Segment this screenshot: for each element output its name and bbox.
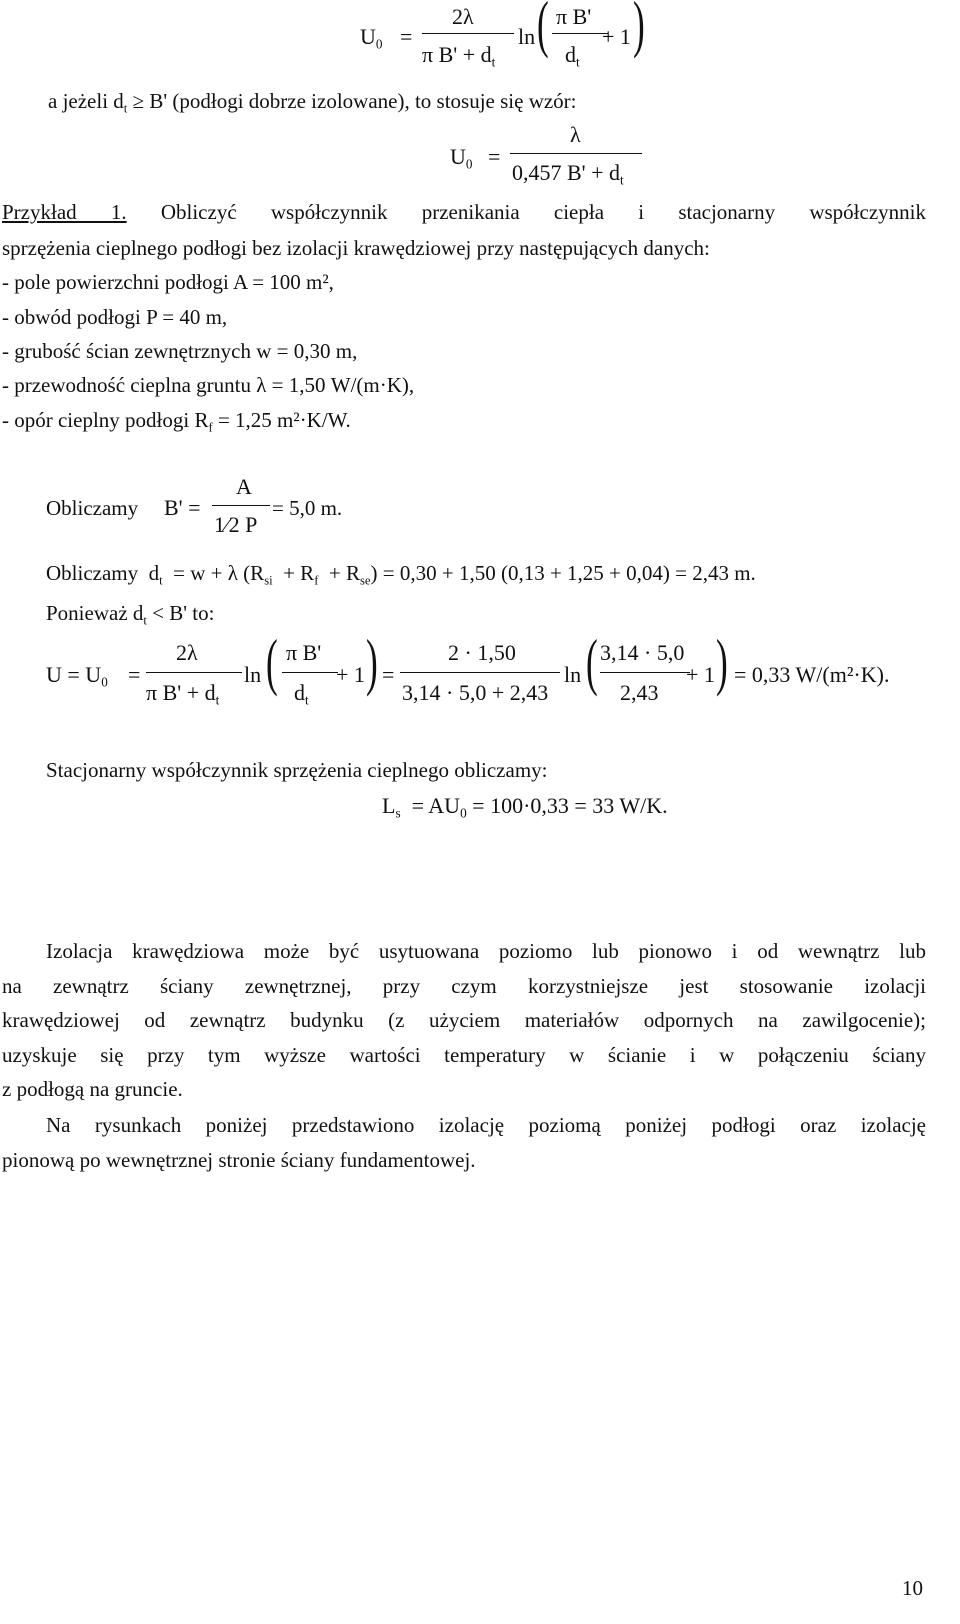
fraction-bar	[422, 33, 514, 34]
stationary-formula: $L_s = AU_0 = 100\cdot 0,33 = 33$ W/K.	[382, 793, 668, 821]
paragraph-2: Na rysunkach poniżej przedstawiono izolację poziomą poniżej podłogi oraz izolację pionową po wewnętrznej stronie ściany fundamentowej.	[2, 1113, 926, 1172]
paren-right: )	[366, 626, 378, 697]
ln-label: ln	[518, 24, 536, 49]
fraction-bar	[146, 672, 242, 673]
paren-right: )	[716, 626, 728, 697]
formula-second-num: λ	[570, 122, 581, 147]
fraction-bar	[400, 672, 560, 673]
fraction-bar	[552, 33, 608, 34]
condition-line: a jeżeli $d_t \ge B'$ (podłogi dobrze izolowane), to stosuje się wzór:	[48, 89, 577, 116]
data-item: - przewodność cieplna gruntu λ = 1,50 W/(m·K),	[2, 373, 415, 397]
example-intro-line-2: sprzężenia cieplnego podłogi bez izolacji krawędziowej przy następujących danych:	[2, 236, 710, 260]
data-item: - obwód podłogi P = 40 m,	[2, 305, 228, 329]
paren-left: (	[266, 626, 278, 697]
fraction-bar	[212, 505, 270, 506]
data-item: - grubość ścian zewnętrznych w = 0,30 m,	[2, 339, 358, 363]
example-label: Przykład 1.	[2, 200, 127, 224]
paren-left: (	[537, 0, 549, 59]
paragraph-1: Izolacja krawędziowa może być usytuowana poziomo lub pionowo i od wewnątrz lub na zewnątrz ściany zewnętrznej, przy czym korzystniejsze jest stosowanie izolacji krawędziowej od zewnątrz budynku (z użyciem materiałów odpornych na zawilgocenie); uzyskuje się przy tym wyższe wartości temperatury w ścianie i w połączeniu ściany z podłogą na gruncie.	[2, 939, 926, 1101]
fraction-bar	[510, 153, 642, 154]
since-line: Ponieważ $d_t < B'$ to:	[46, 601, 215, 628]
formula-top-num: 2λ	[452, 4, 474, 29]
stationary-text: Stacjonarny współczynnik sprzężenia cieplnego obliczamy:	[46, 758, 548, 782]
formula-top-lhs: U	[360, 24, 376, 49]
fraction-bar	[282, 672, 338, 673]
data-item: - pole powierzchni podłogi A = 100 m²,	[2, 270, 334, 294]
fraction-bar	[600, 672, 690, 673]
paren-left: (	[586, 626, 598, 697]
page-number: 10	[902, 1576, 923, 1600]
calc-dt: Obliczamy $d_t = w + \lambda$ $(R_{si} + R_f + R_{se}) = 0,30 + 1,50$ (0,13 + 1,25 + 0,04) = 2,43 m.	[46, 561, 756, 588]
paren-right: )	[633, 0, 645, 59]
example-intro-line-1: Przykład 1. Obliczyć współczynnik przenikania ciepła i stacjonarny współczynnik	[2, 200, 926, 224]
data-item: - opór cieplny podłogi $R_f = 1,25$ m²·K/W.	[2, 408, 351, 435]
